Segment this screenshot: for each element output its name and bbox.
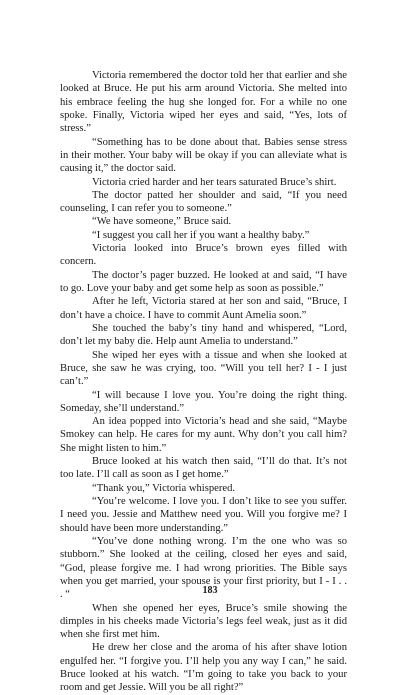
paragraph: When she opened her eyes, Bruce’s smile showing the dimples in his cheeks made Victoria’s legs feel weak, just as it did when she first met him. [60,602,347,641]
paragraph: “Thank you,” Victoria whispered. [92,482,236,494]
paragraph: “We have someone,” Bruce said. [92,216,232,228]
paragraph: The doctor’s pager buzzed. He looked at and said, “I have to go. Love your baby and get some help as soon as possible.” [60,269,347,294]
page-number: 183 [202,585,218,596]
paragraph: He drew her close and the aroma of his after shave lotion engulfed her. “I forgive you. I’ll help you any way I can,” he said. Bruce looked at his watch. “I’m going to take you back to your room and get Jessie. Will you be all right?” [60,642,347,694]
paragraph: “You’ve done nothing wrong. I’m the one who was so stubborn.” She looked at the ceiling, closed her eyes and said, “God, please forgive me. I had wrong priorities. The Bible says when you get married, your spouse is your first priority, but I - I . . . “ [60,535,347,601]
paragraph: After he left, Victoria stared at her son and said, “Bruce, I don’t have a choice. I have to commit Aunt Amelia soon.” [60,296,347,321]
body-text [60,69,347,695]
paragraph: “I suggest you call her if you want a healthy baby.” [92,229,310,241]
paragraph: Victoria looked into Bruce’s brown eyes filled with concern. [60,243,347,268]
paragraph: She touched the baby’s tiny hand and whispered, “Lord, don’t let my baby die. Help aunt Amelia to understand.” [60,322,347,348]
paragraph: Victoria cried harder and her tears saturated Bruce’s shirt. [92,176,337,188]
paragraph: “You’re welcome. I love you. I don’t like to see you suffer. I need you. Jessie and Matthew need you. Will you forgive me? I should have been more understanding.” [60,496,347,534]
paragraph: She wiped her eyes with a tissue and when she looked at Bruce, she saw he was crying, too. “Will you tell her? I - I just can’t.” [60,349,347,388]
paragraph: “Something has to be done about that. Babies sense stress in their mother. Your baby will be okay if you can alleviate what is causing it,” the doctor said. [60,136,347,175]
paragraph: “I will because I love you. You’re doing the right thing. Someday, she’ll understand.” [60,389,347,414]
paragraph: Victoria remembered the doctor told her that earlier and she looked at Bruce. He put his arm around Victoria. She melted into his embrace feeling the hug she longed for. For a while no one spoke. Finally, Victoria wiped her eyes and said, “Yes, lots of stress.” [60,70,347,135]
paragraph: The doctor patted her shoulder and said, “If you need counseling, I can refer you to someone.” [60,189,347,215]
paragraph: Bruce looked at his watch then said, “I’ll do that. It’s not too late. I’ll call as soon as I get home.” [60,456,347,481]
paragraph: An idea popped into Victoria’s head and she said, “Maybe Smokey can help. He cares for my aunt. Why don’t you call him? She might listen to him.” [60,416,347,454]
